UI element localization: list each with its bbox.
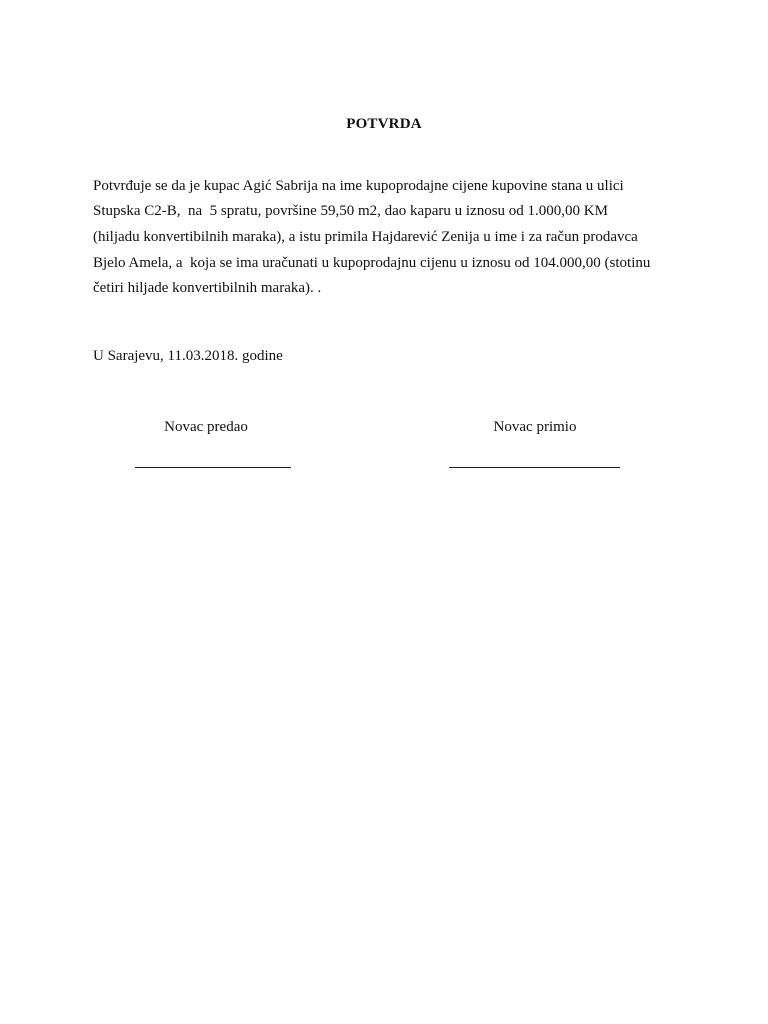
signature-label-receiver: Novac primio <box>493 419 577 435</box>
signature-line-receiver <box>449 467 620 468</box>
body-text-line: Bjelo Amela, a koja se ima uračunati u kupoprodajnu cijenu u iznosu od 104.000,00 (stotinu <box>93 255 651 271</box>
body-text-line: Potvrđuje se da je kupac Agić Sabrija na ime kupoprodajne cijene kupovine stana u ulici <box>93 178 624 194</box>
body-text-line: Stupska C2-B, na 5 spratu, površine 59,50 m2, dao kaparu u iznosu od 1.000,00 KM <box>93 203 608 219</box>
signature-label-giver: Novac predao <box>164 419 248 435</box>
place-date: U Sarajevu, 11.03.2018. godine <box>93 348 283 364</box>
body-text-line: četiri hiljade konvertibilnih maraka). . <box>93 280 322 296</box>
document-title: POTVRDA <box>346 116 422 132</box>
signature-line-giver <box>135 467 291 468</box>
body-text-line: (hiljadu konvertibilnih maraka), a istu primila Hajdarević Zenija u ime i za račun prodavca <box>93 229 638 245</box>
